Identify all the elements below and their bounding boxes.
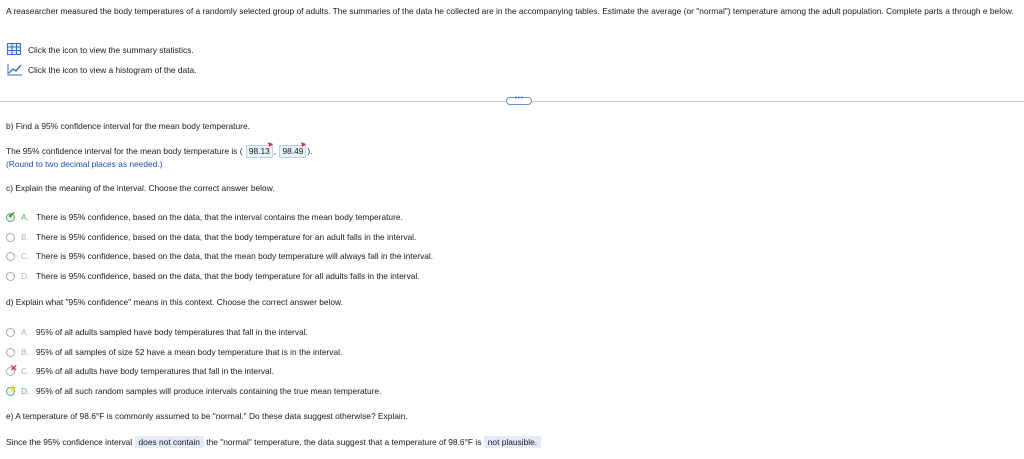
histogram-label[interactable]: Click the icon to view a histogram of the data. <box>28 64 197 75</box>
radio-button[interactable] <box>6 328 15 337</box>
part-c-option-a[interactable] <box>6 212 403 222</box>
part-e-sentence-start: Since the 95% confidence interval <box>6 437 133 447</box>
part-c-option-c[interactable] <box>6 251 433 261</box>
radio-button[interactable] <box>6 252 15 261</box>
part-d-option-d[interactable] <box>6 383 382 396</box>
option-text: 95% of all adults have body temperatures that fall in the interval. <box>36 366 274 376</box>
part-b-answer-prefix: The 95% confidence interval for the mean body temperature is ( <box>6 146 243 156</box>
option-text: 95% of all such random samples will produce intervals containing the true mean temperature. <box>36 386 382 396</box>
summary-stats-label[interactable]: Click the icon to view the summary statistics. <box>28 44 194 55</box>
upper-bound-value: 98.49 <box>282 146 304 156</box>
part-d-option-c[interactable] <box>6 363 274 376</box>
part-c-option-d[interactable] <box>6 271 420 281</box>
x-mark-icon: ✕ <box>10 363 18 373</box>
upper-bound-answer[interactable] <box>279 145 306 158</box>
part-b-answer <box>6 145 313 158</box>
option-text: There is 95% confidence, based on the data, that the mean body temperature will always fall in the interval. <box>36 251 434 261</box>
expand-collapse-button[interactable] <box>506 97 532 105</box>
rounding-hint: (Round to two decimal places as needed.) <box>6 159 163 169</box>
option-letter: C. <box>21 366 30 376</box>
radio-button[interactable] <box>6 348 15 357</box>
summary-stats-link[interactable] <box>7 43 194 56</box>
option-letter: A. <box>21 212 29 222</box>
option-letter: D. <box>21 386 30 396</box>
part-e-question: e) A temperature of 98.6°F is commonly assumed to be "normal." Do these data suggest otherwise? Explain. <box>6 411 408 421</box>
option-letter: B. <box>21 232 29 242</box>
option-text: There is 95% confidence, based on the data, that the body temperature for an adult falls in the interval. <box>36 232 417 242</box>
contain-dropdown-answer[interactable]: does not contain <box>135 436 204 448</box>
star-icon: ★ <box>9 383 18 393</box>
radio-button[interactable] <box>6 272 15 281</box>
part-c-option-b[interactable] <box>6 232 416 242</box>
option-letter: C. <box>21 251 30 261</box>
part-c-question: c) Explain the meaning of the interval. Choose the correct answer below. <box>6 183 275 193</box>
part-b-question: b) Find a 95% confidence interval for the mean body temperature. <box>6 121 250 131</box>
table-icon[interactable] <box>7 43 22 56</box>
part-e-sentence-middle: the "normal" temperature, the data suggest that a temperature of 98.6°F is <box>206 437 482 447</box>
lower-bound-answer[interactable] <box>246 145 273 158</box>
option-text: 95% of all samples of size 52 have a mean body temperature that is in the interval. <box>36 347 343 357</box>
option-text: 95% of all adults sampled have body temperatures that fall in the interval. <box>36 327 308 337</box>
option-text: There is 95% confidence, based on the data, that the body temperature for all adults falls in the interval. <box>36 271 420 281</box>
option-letter: D. <box>21 271 30 281</box>
part-b-answer-suffix: ). <box>307 146 313 156</box>
line-chart-icon[interactable] <box>7 63 22 76</box>
radio-button[interactable] <box>6 233 15 242</box>
part-d-option-b[interactable] <box>6 347 342 357</box>
part-e-answer <box>6 437 541 447</box>
more-icon: ••• <box>514 95 524 102</box>
part-d-question: d) Explain what "95% confidence" means in this context. Choose the correct answer below. <box>6 297 343 307</box>
problem-intro: A reasearcher measured the body temperatures of a randomly selected group of adults. The summaries of the data he collected are in the accompanying tables. Estimate the average (or "normal") temperature among the adult population. Complete parts a through e below. <box>6 6 1014 16</box>
plausible-dropdown-answer[interactable]: not plausible. <box>484 436 541 448</box>
option-text: There is 95% confidence, based on the data, that the interval contains the mean body temperature. <box>36 212 403 222</box>
option-letter: B. <box>21 347 29 357</box>
checkmark-icon: ✔ <box>8 210 16 220</box>
histogram-link[interactable] <box>7 63 197 76</box>
comma-separator: , <box>273 146 277 156</box>
lower-bound-value: 98.13 <box>248 146 270 156</box>
option-letter: A. <box>21 327 29 337</box>
part-d-option-a[interactable] <box>6 327 308 337</box>
